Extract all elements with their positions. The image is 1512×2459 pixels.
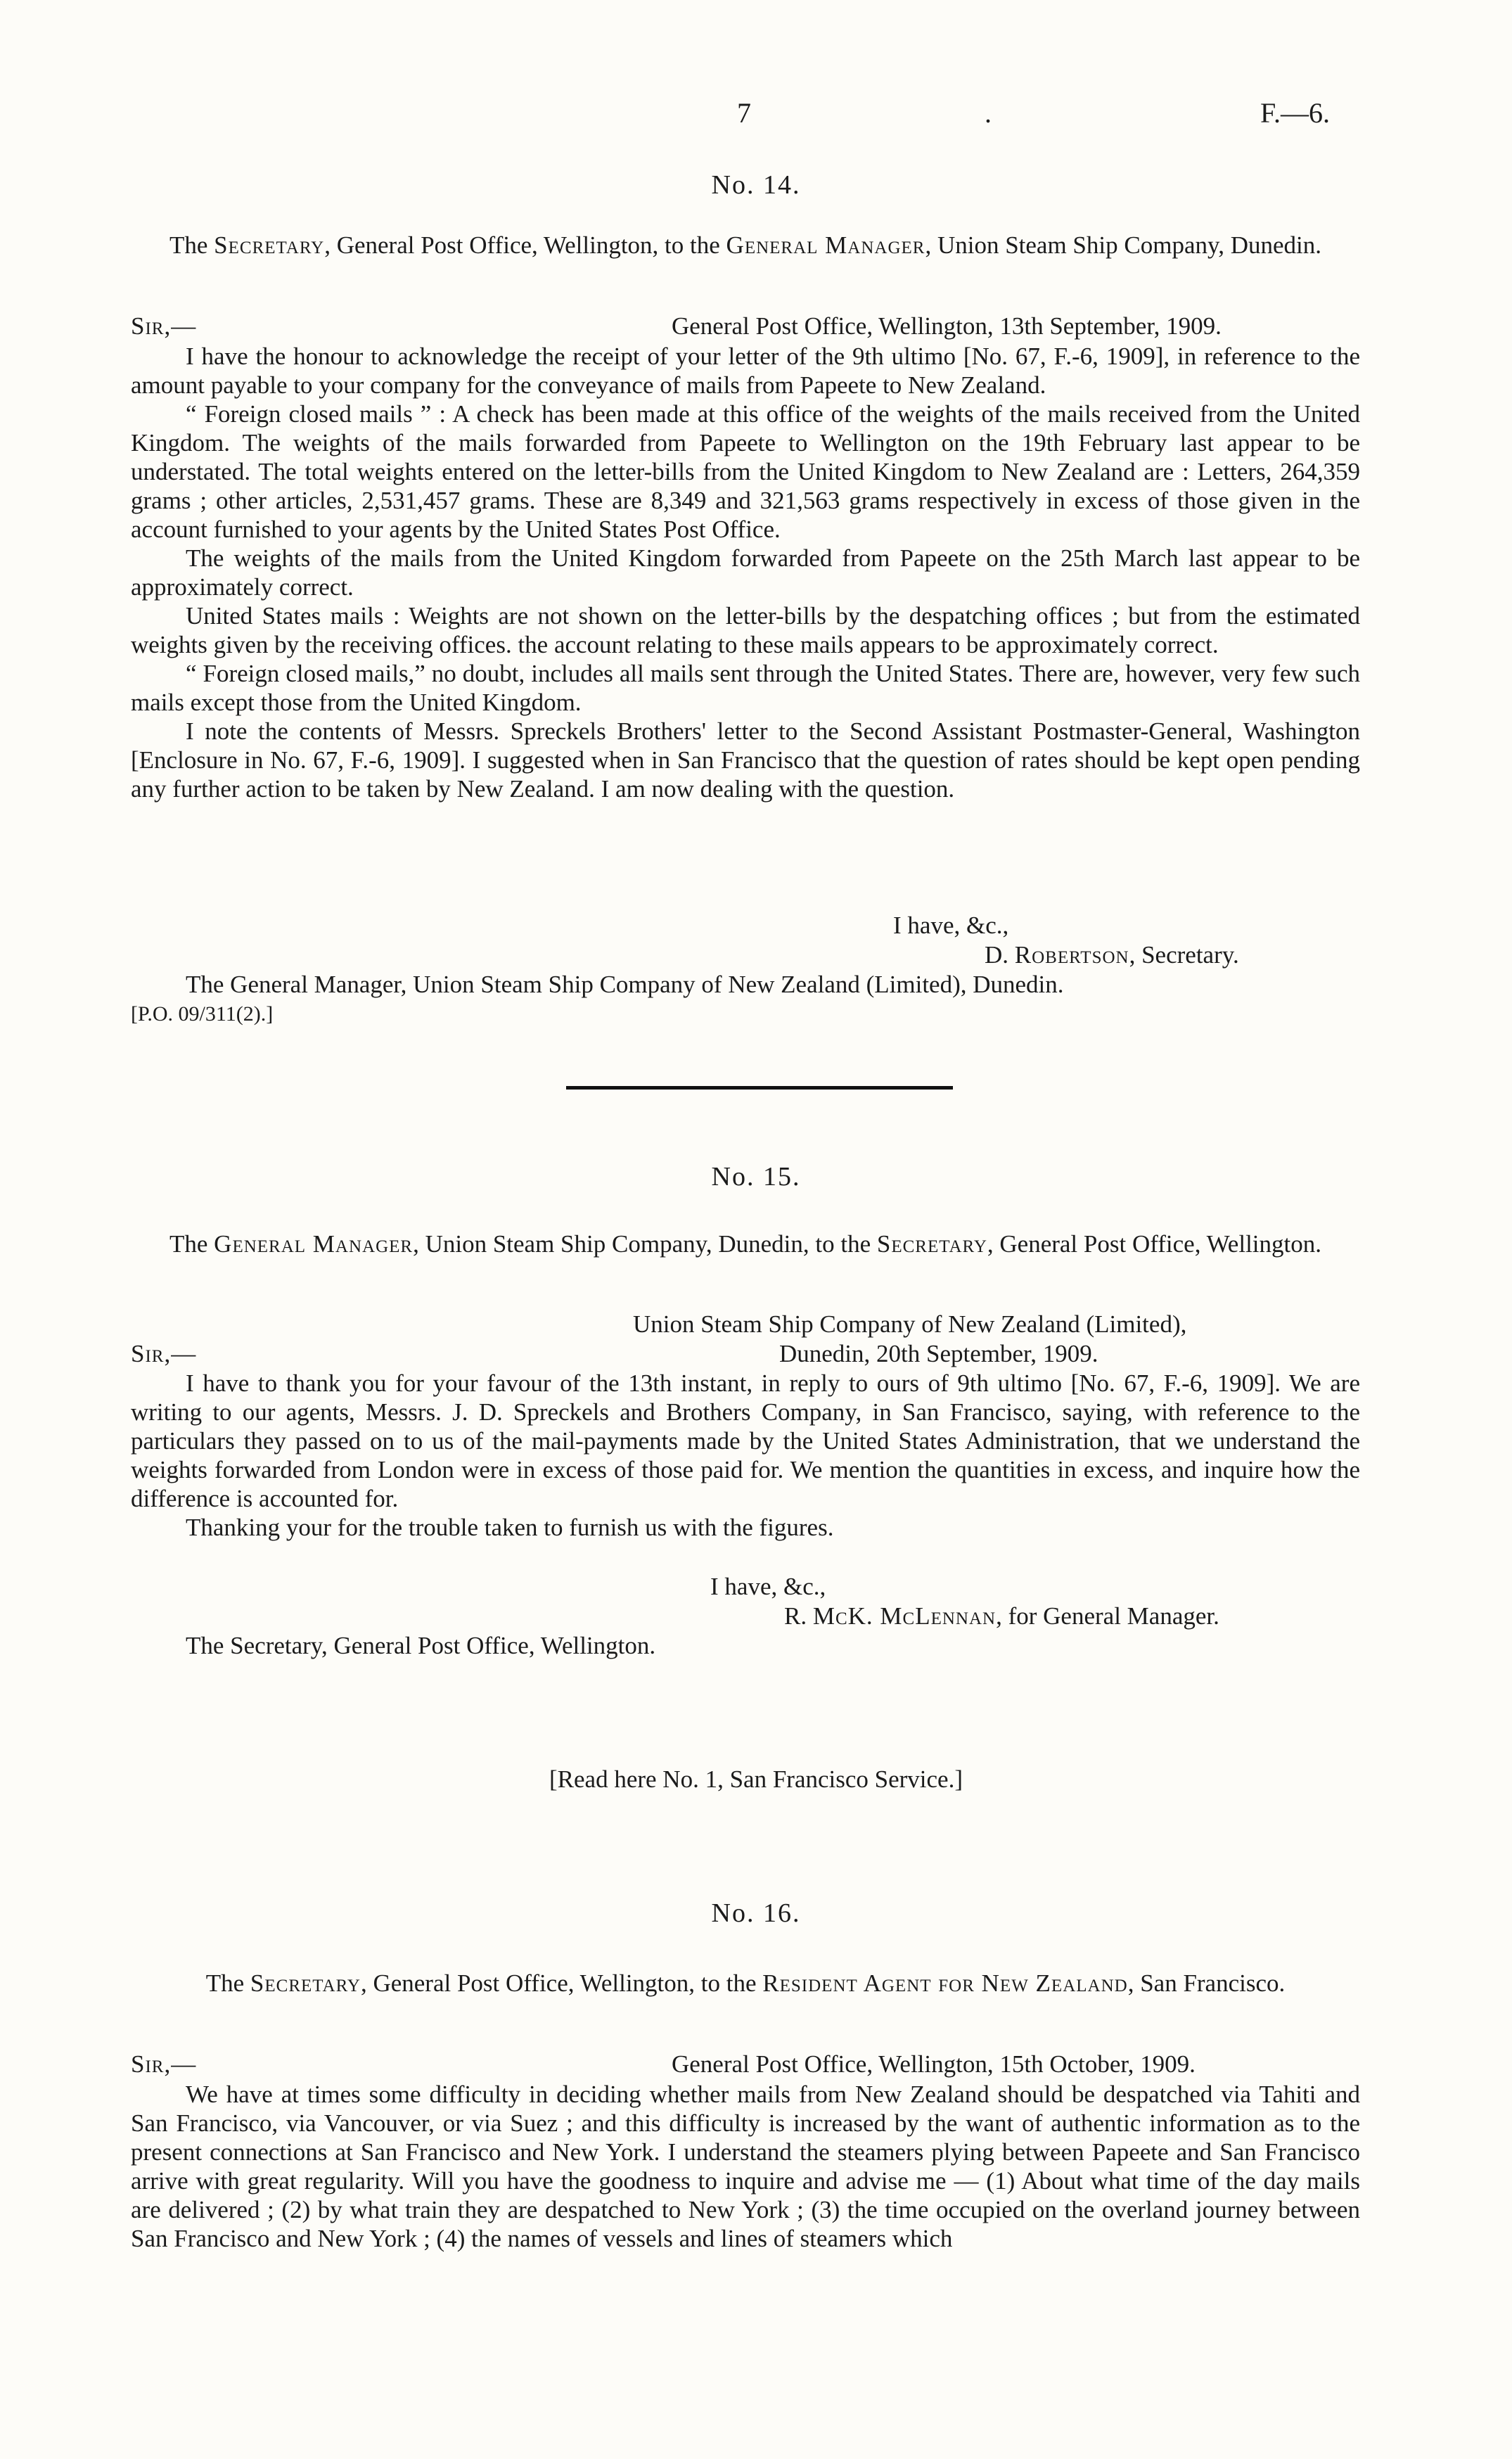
paragraph: Thanking your for the trouble taken to furnish us with the figures. bbox=[186, 1514, 834, 1541]
heading-sender: Secretary bbox=[214, 231, 325, 259]
heading-text: The bbox=[205, 1969, 245, 1997]
heading-recipient: Secretary bbox=[876, 1230, 987, 1258]
header-dot: . bbox=[985, 97, 992, 129]
heading-text: , Union Steam Ship Company, Dunedin, to the bbox=[413, 1230, 871, 1258]
letter-14-body bbox=[131, 342, 1360, 803]
heading-sender: General Manager bbox=[214, 1230, 414, 1258]
paragraph: I note the contents of Messrs. Spreckels Brothers' letter to the Second Assistant Postmaster-General, Washington [Enclosure in No. 67, F.-6, 1909]. I suggested when in San Francisco that the question of rates should be kept open pending any further action to be taken by New Zealand. I am now dealing with the question. bbox=[131, 717, 1360, 803]
letter-15-number: No. 15. bbox=[711, 1162, 801, 1192]
heading-text: The bbox=[169, 1230, 208, 1258]
paragraph: I have to thank you for your favour of the 13th instant, in reply to ours of 9th ultimo [No. 67, F.-6, 1909]. We are writing to our agents, Messrs. J. D. Spreckels and Brothers Company, in San Francisco, saying, with reference to the particulars they passed on to us of the mail-payments made by the United States Administration, that we understand the weights forwarded from London were in excess of those paid for. We mention the quantities in excess, and inquire how the difference is accounted for. bbox=[131, 1369, 1360, 1512]
letter-15-salutation: Sir,— bbox=[131, 1340, 197, 1367]
heading-text: , San Francisco. bbox=[1127, 1969, 1286, 1997]
heading-text: The bbox=[169, 231, 208, 259]
paragraph: We have at times some difficulty in deciding whether mails from New Zealand should be despatched via Tahiti and San Francisco, via Vancouver, or via Suez ; and this difficulty is increased by the want of authentic information as to the present connections at San Francisco and New York. I understand the steamers plying between Papeete and San Francisco arrive with great regularity. Will you have the goodness to inquire and advise me — (1) About what time of the day mails are delivered ; (2) by what train they are despatched to New York ; (3) the time occupied on the overland journey between San Francisco and New York ; (4) the names of vessels and lines of steamers which bbox=[131, 2081, 1360, 2252]
signature-initial: D. bbox=[985, 941, 1009, 969]
letter-15-signature bbox=[784, 1602, 1219, 1630]
heading-text: , General Post Office, Wellington. bbox=[987, 1230, 1321, 1258]
paragraph: “ Foreign closed mails ” : A check has been made at this office of the weights of the mails received from the United Kingdom. The weights of the mails forwarded from Papeete to Wellington on the 19th February last appear to be understated. The total weights entered on the letter-bills from the United Kingdom to New Zealand are : Letters, 264,359 grams ; other articles, 2,531,457 grams. These are 8,349 and 321,563 grams respectively in excess of those given in the account furnished to your agents by the United States Post Office. bbox=[131, 400, 1360, 543]
letter-16-heading bbox=[131, 1969, 1360, 1998]
letter-14-closing: I have, &c., bbox=[893, 912, 1009, 939]
signature-name: McK. McLennan bbox=[812, 1602, 997, 1630]
paragraph: I have the honour to acknowledge the receipt of your letter of the 9th ultimo [No. 67, F.-6, 1909], in reference to the amount payable to your company for the conveyance of mails from Papeete to New Zealand. bbox=[131, 343, 1360, 399]
paragraph: The weights of the mails from the United Kingdom forwarded from Papeete on the 25th March last appear to be approximately correct. bbox=[131, 544, 1360, 601]
paper-reference: F.—6. bbox=[1260, 97, 1331, 129]
letter-15-closing: I have, &c., bbox=[710, 1573, 826, 1600]
letter-14-addressee: The General Manager, Union Steam Ship Company of New Zealand (Limited), Dunedin. bbox=[186, 971, 1064, 998]
letter-15-body bbox=[131, 1369, 1360, 1542]
letter-14-file-reference: [P.O. 09/311(2).] bbox=[131, 1002, 274, 1026]
letter-16-body bbox=[131, 2080, 1360, 2253]
heading-recipient: Resident Agent for New Zealand bbox=[762, 1969, 1128, 1997]
heading-sender: Secretary bbox=[250, 1969, 361, 1997]
letter-14-number: No. 14. bbox=[711, 170, 801, 200]
section-divider bbox=[566, 1086, 953, 1090]
letter-16-number: No. 16. bbox=[711, 1898, 801, 1928]
letter-16-place-date: General Post Office, Wellington, 15th October, 1909. bbox=[672, 2050, 1196, 2078]
heading-text: , General Post Office, Wellington, to the bbox=[360, 1969, 757, 1997]
letter-14-salutation: Sir,— bbox=[131, 312, 197, 340]
interjection-note: [Read here No. 1, San Francisco Service.] bbox=[549, 1765, 963, 1793]
signature-name: Robertson bbox=[1014, 941, 1129, 969]
letter-16-salutation: Sir,— bbox=[131, 2050, 197, 2078]
paragraph: United States mails : Weights are not shown on the letter-bills by the despatching offices ; but from the estimated weights given by the receiving offices. the account relating to these mails appears to be approximately correct. bbox=[131, 602, 1360, 658]
heading-text: , Union Steam Ship Company, Dunedin. bbox=[925, 231, 1321, 259]
letter-15-sender-line: Union Steam Ship Company of New Zealand (Limited), bbox=[633, 1310, 1187, 1338]
page-number: 7 bbox=[737, 97, 751, 129]
letter-14-place-date: General Post Office, Wellington, 13th September, 1909. bbox=[672, 312, 1222, 340]
letter-15-heading bbox=[131, 1230, 1360, 1258]
letter-15-place-date: Dunedin, 20th September, 1909. bbox=[779, 1340, 1098, 1367]
signature-title: , Secretary. bbox=[1129, 941, 1239, 969]
signature-title: , for General Manager. bbox=[996, 1602, 1219, 1630]
paragraph: “ Foreign closed mails,” no doubt, includes all mails sent through the United States. There are, however, very few such mails except those from the United Kingdom. bbox=[131, 660, 1360, 716]
heading-text: , General Post Office, Wellington, to the bbox=[324, 231, 720, 259]
signature-initial: R. bbox=[784, 1602, 807, 1630]
letter-14-heading bbox=[131, 231, 1360, 260]
heading-recipient: General Manager bbox=[726, 231, 925, 259]
letter-14-signature bbox=[985, 940, 1239, 969]
letter-15-addressee: The Secretary, General Post Office, Wellington. bbox=[186, 1632, 656, 1659]
